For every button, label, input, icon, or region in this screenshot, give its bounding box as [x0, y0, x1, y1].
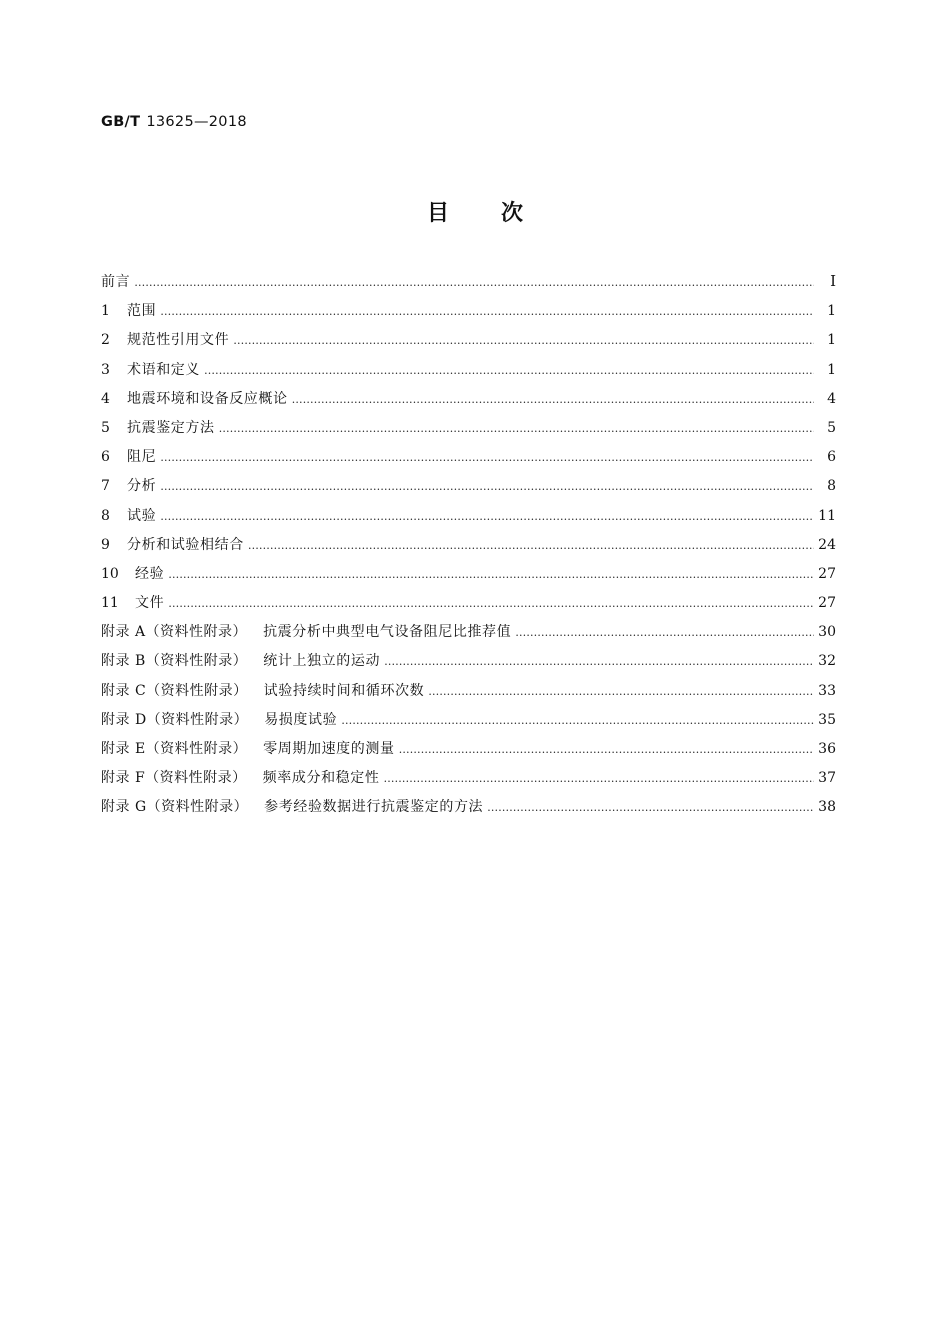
- toc-entry-number: 1: [101, 303, 110, 320]
- toc-appendix-c[interactable]: [101, 680, 836, 709]
- toc-leader-dots: [134, 276, 814, 289]
- standard-prefix: GB/T: [101, 114, 141, 130]
- toc-appendix-e[interactable]: [101, 738, 836, 767]
- appendix-title: 试验持续时间和循环次数: [263, 682, 425, 699]
- toc-entry-text: 地震环境和设备反应概论: [127, 390, 288, 407]
- toc-leader-dots: [233, 334, 814, 347]
- toc-entry-2[interactable]: [101, 329, 836, 358]
- appendix-title: 频率成分和稳定性: [262, 770, 380, 787]
- toc-leader-dots: [204, 364, 814, 377]
- toc-leader-dots: [248, 539, 814, 552]
- toc-entry-number: 4: [101, 390, 110, 407]
- toc-entry-page: 36: [818, 741, 836, 757]
- toc-entry-foreword[interactable]: [101, 271, 836, 300]
- appendix-label: 附录 A（资料性附录）: [101, 624, 248, 641]
- toc-entry-page: 11: [818, 507, 836, 524]
- toc-appendix-a[interactable]: [101, 621, 836, 650]
- appendix-title: 零周期加速度的测量: [263, 741, 395, 757]
- toc-entry-text: 前言: [101, 274, 131, 290]
- toc-leader-dots: [160, 305, 814, 318]
- toc-entry-text: 阻尼: [127, 449, 157, 466]
- toc-entry-text: 分析: [127, 478, 157, 495]
- toc-title: 目次: [426, 201, 575, 226]
- toc-entry-text: 抗震鉴定方法: [127, 419, 215, 436]
- toc-entry-8[interactable]: [101, 505, 836, 534]
- toc-entry-page: I: [830, 272, 836, 290]
- toc-entry-page: 27: [818, 565, 836, 582]
- toc-entry-text: 经验: [135, 565, 165, 582]
- appendix-label: 附录 F（资料性附录）: [101, 770, 247, 787]
- toc-entry-page: 8: [827, 478, 836, 495]
- toc-entry-7[interactable]: [101, 475, 836, 504]
- toc-entry-text: 试验: [127, 507, 157, 524]
- toc-entry-number: 7: [101, 478, 110, 495]
- toc-appendix-d[interactable]: [101, 709, 836, 738]
- toc-leader-dots: [168, 597, 814, 610]
- toc-entry-page: 35: [818, 711, 836, 728]
- toc-appendix-g[interactable]: [101, 796, 836, 825]
- toc-leader-dots: [160, 480, 814, 493]
- toc-entry-4[interactable]: [101, 388, 836, 417]
- toc-entry-page: 30: [818, 624, 836, 641]
- toc-entry-number: 10: [101, 565, 119, 582]
- toc-entry-page: 6: [827, 449, 836, 466]
- toc-leader-dots: [292, 393, 814, 406]
- toc-entry-page: 5: [827, 419, 836, 436]
- table-of-contents: [101, 271, 836, 826]
- toc-leader-dots: [428, 685, 814, 698]
- toc-entry-3[interactable]: [101, 359, 836, 388]
- toc-entry-number: 5: [101, 419, 110, 436]
- toc-entry-page: 38: [818, 799, 836, 816]
- toc-entry-6[interactable]: [101, 446, 836, 475]
- toc-leader-dots: [341, 714, 814, 727]
- toc-entry-number: 2: [101, 332, 110, 349]
- appendix-title: 参考经验数据进行抗震鉴定的方法: [264, 799, 484, 816]
- appendix-label: 附录 C（资料性附录）: [101, 682, 248, 699]
- appendix-label: 附录 D（资料性附录）: [101, 711, 249, 728]
- toc-leader-dots: [160, 510, 814, 523]
- toc-entry-text: 分析和试验相结合: [127, 536, 244, 553]
- toc-appendix-b[interactable]: [101, 650, 836, 679]
- appendix-label: 附录 E（资料性附录）: [101, 741, 248, 757]
- appendix-title: 抗震分析中典型电气设备阻尼比推荐值: [263, 624, 512, 641]
- toc-entry-page: 33: [818, 682, 836, 699]
- toc-entry-number: 8: [101, 507, 110, 524]
- toc-entry-number: 3: [101, 361, 110, 378]
- toc-leader-dots: [168, 568, 814, 581]
- toc-entry-9[interactable]: [101, 534, 836, 563]
- toc-leader-dots: [487, 801, 814, 814]
- toc-entry-page: 27: [818, 595, 836, 612]
- toc-entry-page: 1: [827, 361, 836, 378]
- toc-entry-page: 1: [827, 332, 836, 349]
- toc-leader-dots: [384, 655, 814, 668]
- toc-entry-10[interactable]: [101, 563, 836, 592]
- appendix-title: 易损度试验: [264, 711, 338, 728]
- toc-entry-page: 32: [818, 653, 836, 670]
- toc-entry-number: 6: [101, 449, 110, 466]
- toc-leader-dots: [515, 626, 814, 639]
- toc-entry-text: 范围: [127, 303, 157, 320]
- toc-entry-page: 4: [827, 390, 836, 407]
- toc-entry-text: 文件: [135, 595, 165, 612]
- toc-entry-page: 37: [818, 770, 836, 787]
- toc-entry-1[interactable]: [101, 300, 836, 329]
- toc-leader-dots: [383, 772, 814, 785]
- toc-entry-number: 9: [101, 536, 110, 553]
- standard-number: 13625—2018: [146, 114, 247, 130]
- standard-code: [101, 114, 247, 130]
- toc-entry-5[interactable]: [101, 417, 836, 446]
- appendix-label: 附录 B（资料性附录）: [101, 653, 248, 670]
- appendix-title: 统计上独立的运动: [263, 653, 381, 670]
- toc-leader-dots: [160, 451, 814, 464]
- appendix-label: 附录 G（资料性附录）: [101, 799, 249, 816]
- toc-entry-text: 规范性引用文件: [127, 332, 230, 349]
- toc-entry-text: 术语和定义: [127, 361, 200, 378]
- toc-entry-page: 24: [818, 536, 836, 553]
- toc-entry-page: 1: [827, 303, 836, 320]
- toc-leader-dots: [399, 743, 814, 756]
- toc-entry-11[interactable]: [101, 592, 836, 621]
- toc-leader-dots: [219, 422, 814, 435]
- toc-appendix-f[interactable]: [101, 767, 836, 796]
- toc-entry-number: 11: [101, 595, 119, 612]
